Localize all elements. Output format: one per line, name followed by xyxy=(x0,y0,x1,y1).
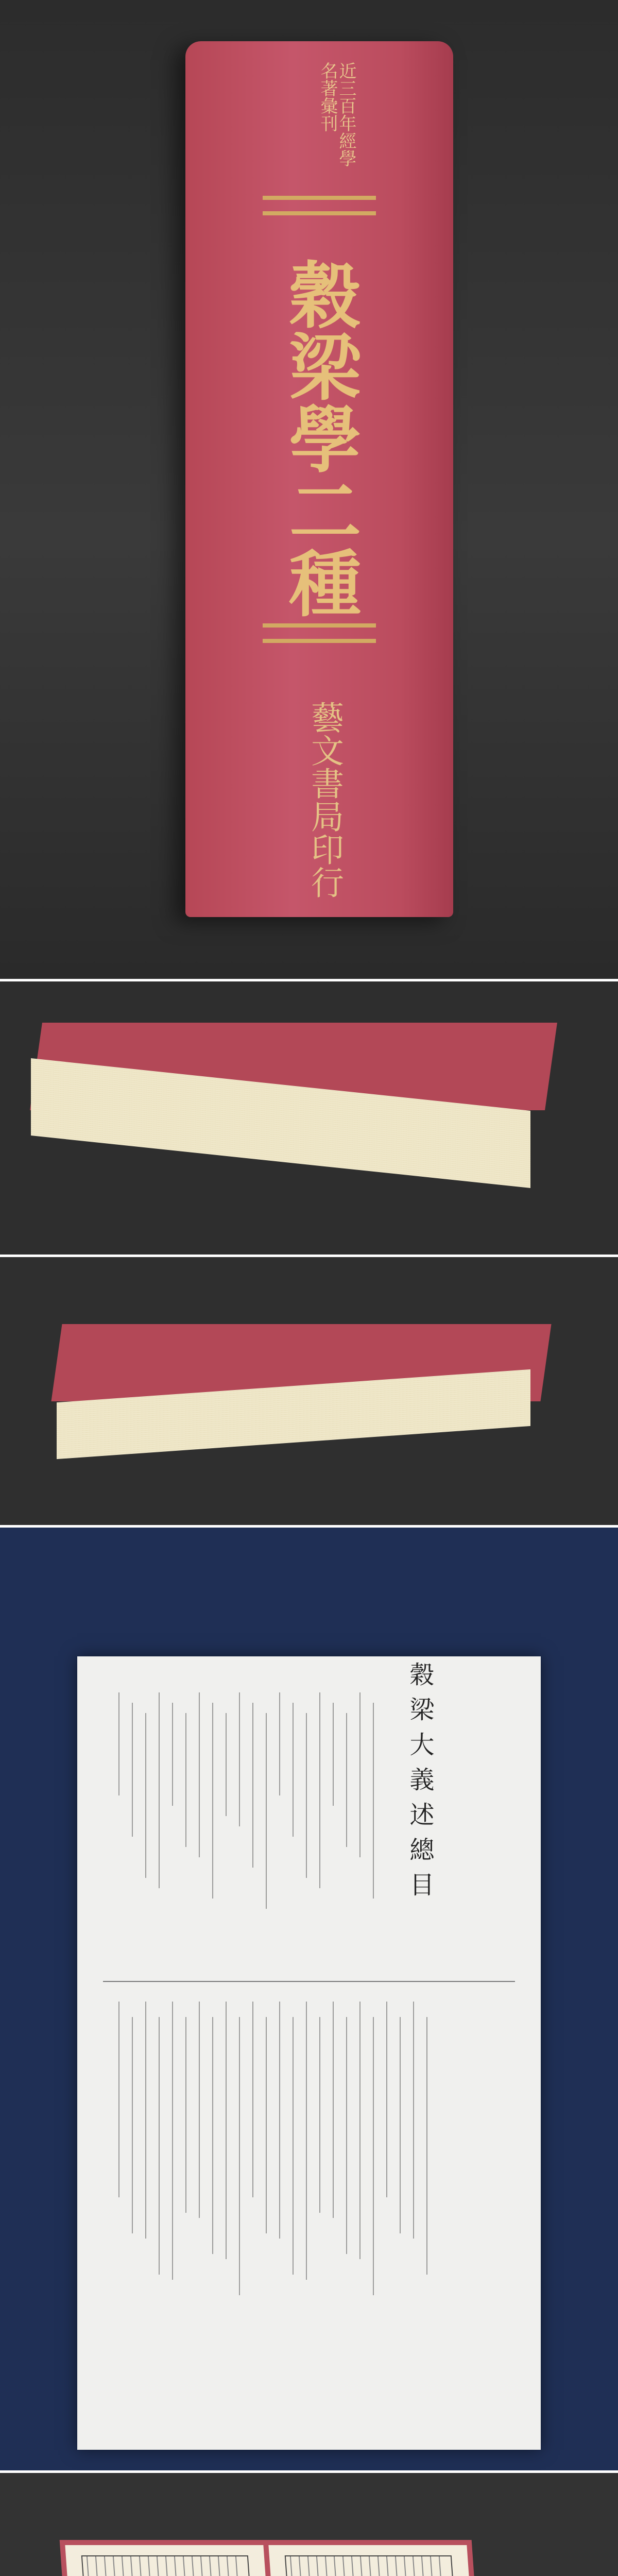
text-column xyxy=(386,2002,387,2197)
toc-title: 穀梁大義述總目 xyxy=(405,1662,434,1907)
text-column xyxy=(252,2002,253,2197)
text-column xyxy=(199,2002,200,2218)
right-page xyxy=(268,2545,480,2576)
open-book xyxy=(60,2540,487,2576)
series-label: 近三百年經學名著彙刊 xyxy=(317,62,356,167)
text-column xyxy=(333,1703,334,1806)
text-column xyxy=(293,2017,294,2275)
text-column xyxy=(118,1692,119,1795)
gold-rule xyxy=(263,196,376,200)
text-column xyxy=(145,1713,146,1878)
text-column xyxy=(426,2017,427,2275)
book-spine xyxy=(185,41,453,917)
text-frame xyxy=(81,2555,261,2576)
gold-rule xyxy=(263,623,376,628)
text-column xyxy=(145,2002,146,2239)
text-column xyxy=(185,1713,186,1847)
left-page xyxy=(65,2545,277,2576)
text-column xyxy=(319,1692,320,1888)
text-column xyxy=(293,1703,294,1837)
spine-photo xyxy=(0,0,618,979)
text-column xyxy=(306,2002,307,2280)
spine-title: 穀梁學二種 xyxy=(277,258,362,618)
book-side-photo-2 xyxy=(0,1257,618,1525)
text-column xyxy=(226,1713,227,1816)
text-column xyxy=(239,1692,240,1826)
text-column xyxy=(252,1703,253,1868)
text-column xyxy=(400,2017,401,2233)
text-column xyxy=(132,1703,133,1837)
text-column xyxy=(185,2017,186,2213)
text-column xyxy=(279,1692,280,1795)
gold-rule xyxy=(263,211,376,215)
text-column xyxy=(239,2017,240,2295)
text-column xyxy=(373,2017,374,2295)
text-column xyxy=(159,2017,160,2275)
text-column xyxy=(118,2002,119,2197)
text-column xyxy=(319,2017,320,2213)
table-of-contents-page xyxy=(77,1656,541,2450)
text-column xyxy=(306,1713,307,1878)
book-side-photo-1 xyxy=(0,981,618,1255)
text-column xyxy=(266,2017,267,2233)
text-column xyxy=(359,2002,360,2259)
text-column xyxy=(132,2017,133,2233)
page-divider xyxy=(103,1981,515,1982)
text-column xyxy=(333,2002,334,2218)
publisher-label: 藝文書局印行 xyxy=(305,701,344,899)
text-column xyxy=(373,1703,374,1899)
text-column xyxy=(199,1692,200,1857)
open-book-photo-1 xyxy=(0,2473,618,2576)
text-column xyxy=(279,2002,280,2239)
text-column xyxy=(212,2017,213,2254)
text-column xyxy=(159,1692,160,1888)
text-column xyxy=(346,1713,347,1847)
text-column xyxy=(359,1692,360,1857)
text-column xyxy=(226,2002,227,2259)
gold-rule xyxy=(263,639,376,643)
document-photo xyxy=(0,1528,618,2470)
text-column xyxy=(346,2017,347,2254)
text-frame xyxy=(285,2555,464,2576)
text-column xyxy=(172,2002,173,2280)
text-column xyxy=(212,1703,213,1899)
text-column xyxy=(413,2002,414,2239)
text-column xyxy=(266,1713,267,1909)
text-column xyxy=(172,1703,173,1806)
